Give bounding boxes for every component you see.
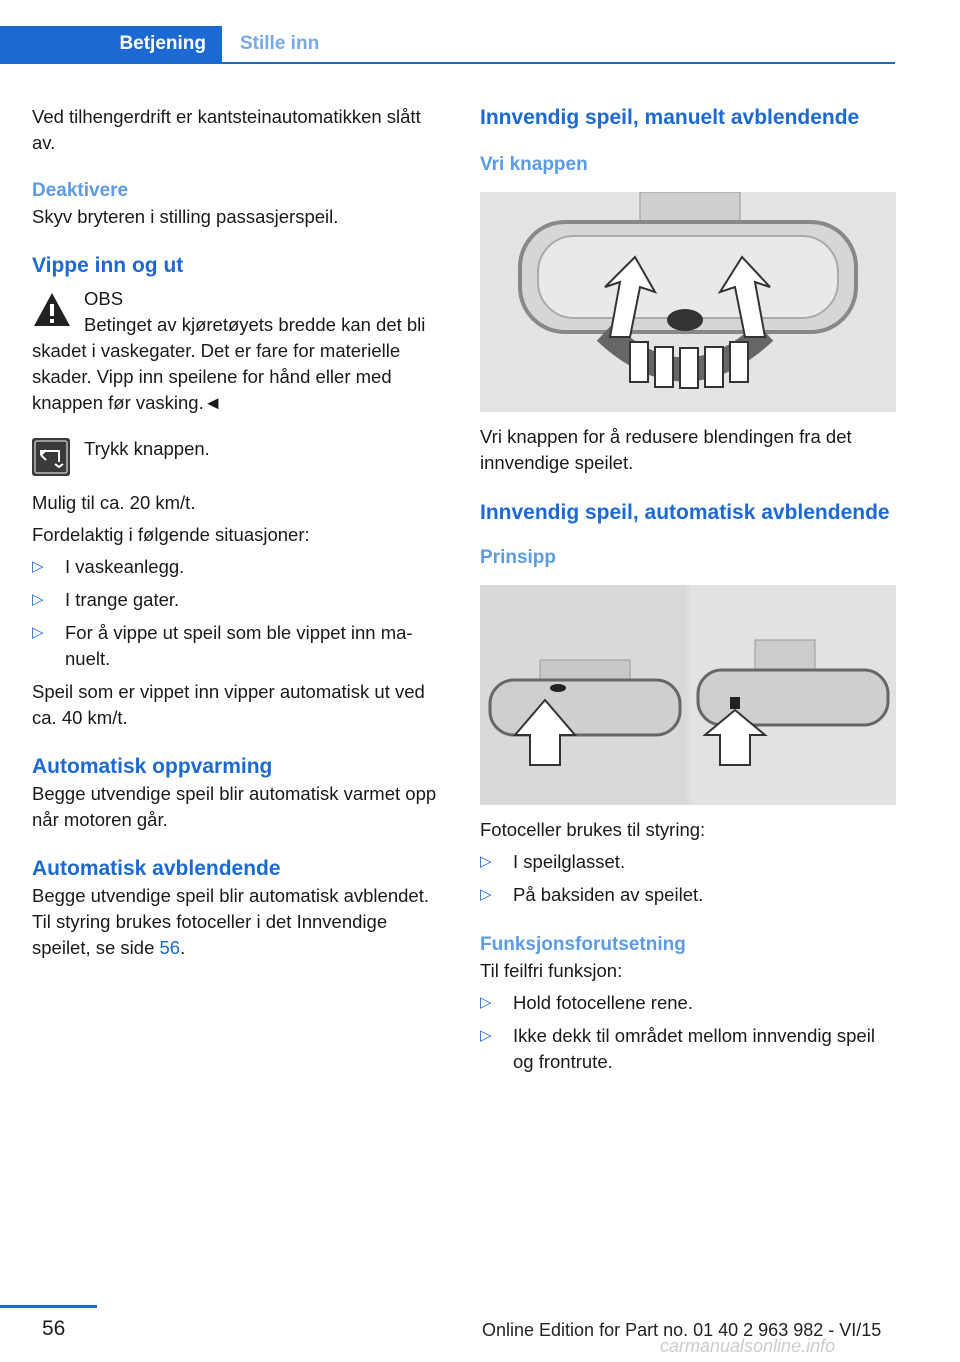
triangle-bullet-icon: ▷: [32, 591, 44, 608]
turn-knob-heading: Vri knappen: [480, 154, 588, 175]
list-item: ▷ I trange gater.: [32, 587, 448, 613]
auto-out-text: Speil som er vippet inn vipper automatisk ut ved ca. 40 km/t.: [32, 681, 425, 728]
warning-block: [32, 286, 448, 312]
footer-rule: [0, 1305, 97, 1308]
warning-label: OBS: [84, 288, 124, 309]
triangle-bullet-icon: ▷: [32, 558, 44, 575]
auto-mirror-heading: Innvendig speil, automatisk avblendende: [480, 501, 890, 524]
list-item: ▷ I speilglasset.: [480, 849, 896, 875]
button-text: Trykk knappen.: [84, 438, 210, 459]
list-item: ▷ Hold fotocellene rene.: [480, 990, 896, 1016]
right-column: [480, 104, 896, 1082]
mirror-knob-figure: [480, 192, 896, 412]
list-item: ▷ For å vippe ut speil som ble vippet inn manuelt.: [32, 622, 413, 669]
intro-text: Ved tilhengerdrift er kantsteinautomatikken slått av.: [32, 106, 421, 153]
header-tabs: [0, 26, 895, 64]
deactivate-heading: Deaktivere: [32, 180, 129, 201]
left-column: [32, 104, 448, 961]
photocell-list: [480, 849, 896, 908]
triangle-bullet-icon: ▷: [480, 853, 492, 870]
list-item: ▷ På baksiden av speilet.: [480, 882, 896, 908]
function-heading: Funksjonsforutsetning: [480, 934, 686, 955]
tab-stille-inn[interactable]: Stille inn: [240, 33, 320, 54]
list-item: ▷ I vaskeanlegg.: [32, 554, 448, 580]
heating-text: Begge utvendige speil blir automatisk varmet opp når motoren går.: [32, 783, 437, 830]
page-link[interactable]: 56: [159, 937, 181, 958]
dimming-text: Begge utvendige speil blir automatisk avblendet. Til styring brukes fotoceller i det Innvendige speilet, se side 56.: [32, 885, 429, 958]
manual-mirror-heading: Innvendig speil, manuelt avblendende: [480, 106, 860, 129]
warning-text: Betinget av kjøretøyets bredde kan det bli skadet i vaskegater. Det er fare for materielle skader. Vipp inn speilene for hånd eller med knappen før vasking.◄: [32, 314, 426, 413]
mirror-fold-button-icon: [32, 438, 70, 476]
advantage-text: Fordelaktig i følgende situasjoner:: [32, 524, 310, 545]
photocell-figure: [480, 585, 896, 805]
situation-list: [32, 554, 448, 672]
warning-icon: [32, 290, 72, 330]
dimming-heading: Automatisk avblendende: [32, 857, 281, 880]
deactivate-text: Skyv bryteren i stilling passasjerspeil.: [32, 206, 339, 227]
edition-text: Online Edition for Part no. 01 40 2 963 982 - VI/15: [482, 1320, 882, 1340]
speed-text: Mulig til ca. 20 km/t.: [32, 492, 196, 513]
triangle-bullet-icon: ▷: [480, 994, 492, 1011]
list-item: ▷ Ikke dekk til området mellom innvendig speil og frontrute.: [480, 1025, 875, 1072]
turn-knob-text: Vri knappen for å redusere blendingen fra det innvendige speilet.: [480, 426, 852, 473]
mirror-knob-illustration: [480, 192, 896, 412]
triangle-bullet-icon: ▷: [32, 624, 44, 641]
tab-betjening[interactable]: Betjening: [0, 26, 222, 62]
triangle-bullet-icon: ▷: [480, 1027, 492, 1044]
photocell-text: Fotoceller brukes til styring:: [480, 819, 706, 840]
fold-heading: Vippe inn og ut: [32, 254, 184, 277]
fold-button-block: [32, 436, 448, 480]
triangle-bullet-icon: ▷: [480, 886, 492, 903]
photocell-illustration: [480, 585, 896, 805]
function-text: Til feilfri funksjon:: [480, 960, 623, 981]
watermark: carmanualsonline.info: [660, 1336, 836, 1356]
principle-heading: Prinsipp: [480, 547, 557, 568]
function-list: [480, 990, 896, 1075]
page-number: 56: [42, 1317, 66, 1340]
heating-heading: Automatisk oppvarming: [32, 755, 273, 778]
